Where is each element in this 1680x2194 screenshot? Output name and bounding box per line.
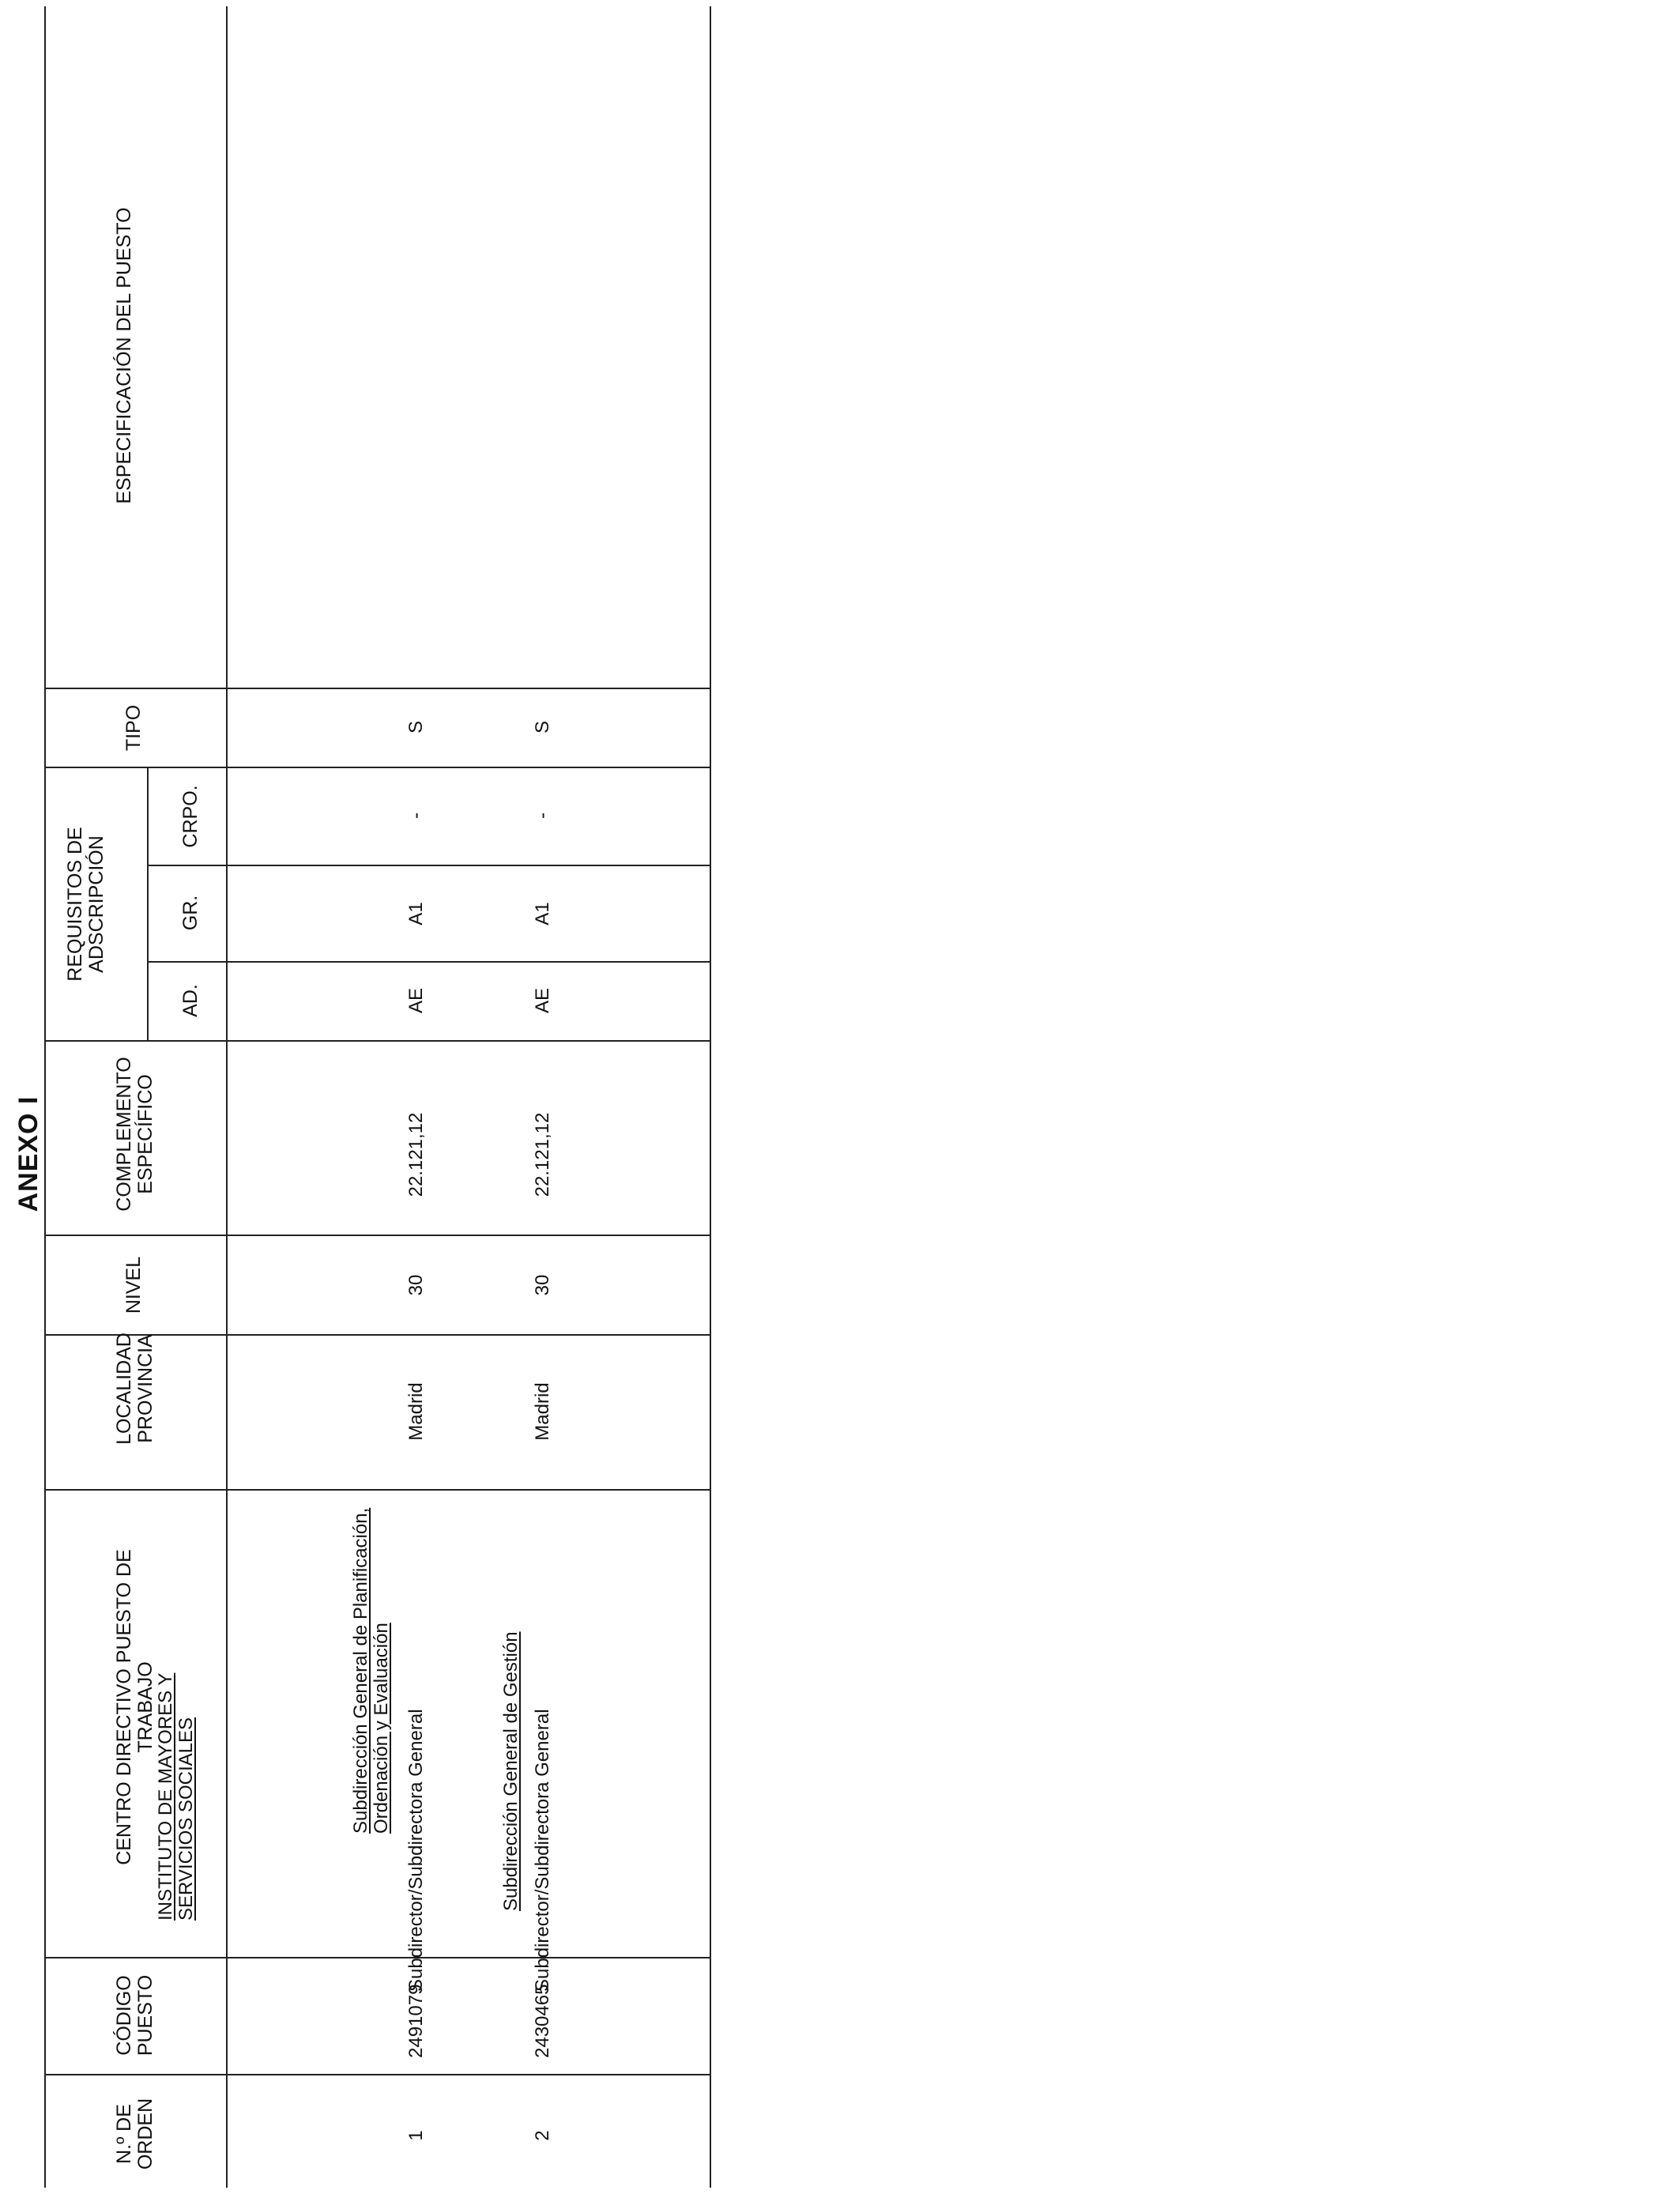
row2-ad: AE — [532, 988, 553, 1014]
row2-gr: A1 — [532, 902, 553, 925]
centro-directivo-text: INSTITUTO DE MAYORES Y SERVICIOS SOCIALES — [155, 1672, 197, 1921]
requisitos-subheader-divider — [147, 767, 149, 1040]
row1-localidad: Madrid — [405, 1382, 427, 1441]
row1-gr: A1 — [405, 902, 427, 925]
row1-especificacion — [406, 319, 428, 398]
row2-crpo: - — [532, 812, 553, 819]
sub-sep-gr-ad — [147, 961, 711, 963]
header-complemento: COMPLEMENTO ESPECÍFICO — [113, 1057, 156, 1212]
col-sep-localidad-centro — [44, 1489, 711, 1491]
row1-nivel: 30 — [405, 1274, 427, 1296]
header-especificacion: ESPECIFICACIÓN DEL PUESTO — [113, 207, 135, 504]
row1-ad: AE — [405, 988, 427, 1014]
row1-tipo: S — [405, 721, 427, 734]
row1-crpo: - — [405, 812, 427, 819]
header-crpo: CRPO. — [179, 785, 202, 848]
document-title: ANEXO I — [13, 1095, 43, 1212]
row2-puesto: Subdirector/Subdirectora General — [532, 1709, 553, 1992]
header-codigo: CÓDIGO PUESTO — [113, 1974, 156, 2056]
row2-tipo: S — [532, 721, 553, 734]
row1-unidad-text: Subdirección General de Planificación, Ordenación y Evaluación — [350, 1507, 392, 1834]
row2-unidad-text: Subdirección General de Gestión — [500, 1631, 522, 1911]
row2-unidad — [501, 1579, 525, 1911]
header-divider — [226, 6, 228, 2188]
table-border-top — [44, 6, 46, 2188]
header-nivel: NIVEL — [122, 1256, 145, 1314]
row2-nivel: 30 — [532, 1274, 553, 1296]
centro-directivo — [156, 1603, 203, 1921]
row1-puesto: Subdirector/Subdirectora General — [405, 1709, 427, 1992]
header-localidad: LOCALIDAD PROVINCIA — [113, 1333, 156, 1445]
header-ad: AD. — [179, 984, 202, 1017]
header-orden: N.º DE ORDEN — [113, 2098, 156, 2170]
row2-especificacion — [533, 319, 555, 398]
row1-codigo: 2491079 — [405, 1984, 427, 2058]
header-requisitos: REQUISITOS DE ADSCRIPCIÓN — [64, 827, 107, 982]
sub-sep-crpo-gr — [147, 865, 711, 866]
row2-complemento: 22.121,12 — [532, 1112, 553, 1197]
col-sep-requisitos-complemento — [44, 1040, 711, 1042]
header-centro: CENTRO DIRECTIVO PUESTO DE TRABAJO — [113, 1549, 156, 1865]
row2-codigo: 2430465 — [532, 1984, 553, 2058]
row1-orden: 1 — [405, 2130, 427, 2141]
col-sep-complemento-nivel — [44, 1235, 711, 1236]
row1-complemento: 22.121,12 — [405, 1112, 427, 1197]
header-gr: GR. — [179, 895, 202, 931]
row1-unidad — [351, 1502, 397, 1834]
header-tipo: TIPO — [122, 704, 145, 752]
row2-localidad: Madrid — [532, 1382, 553, 1441]
table-border-bottom — [710, 6, 711, 2188]
row2-orden: 2 — [532, 2130, 553, 2141]
